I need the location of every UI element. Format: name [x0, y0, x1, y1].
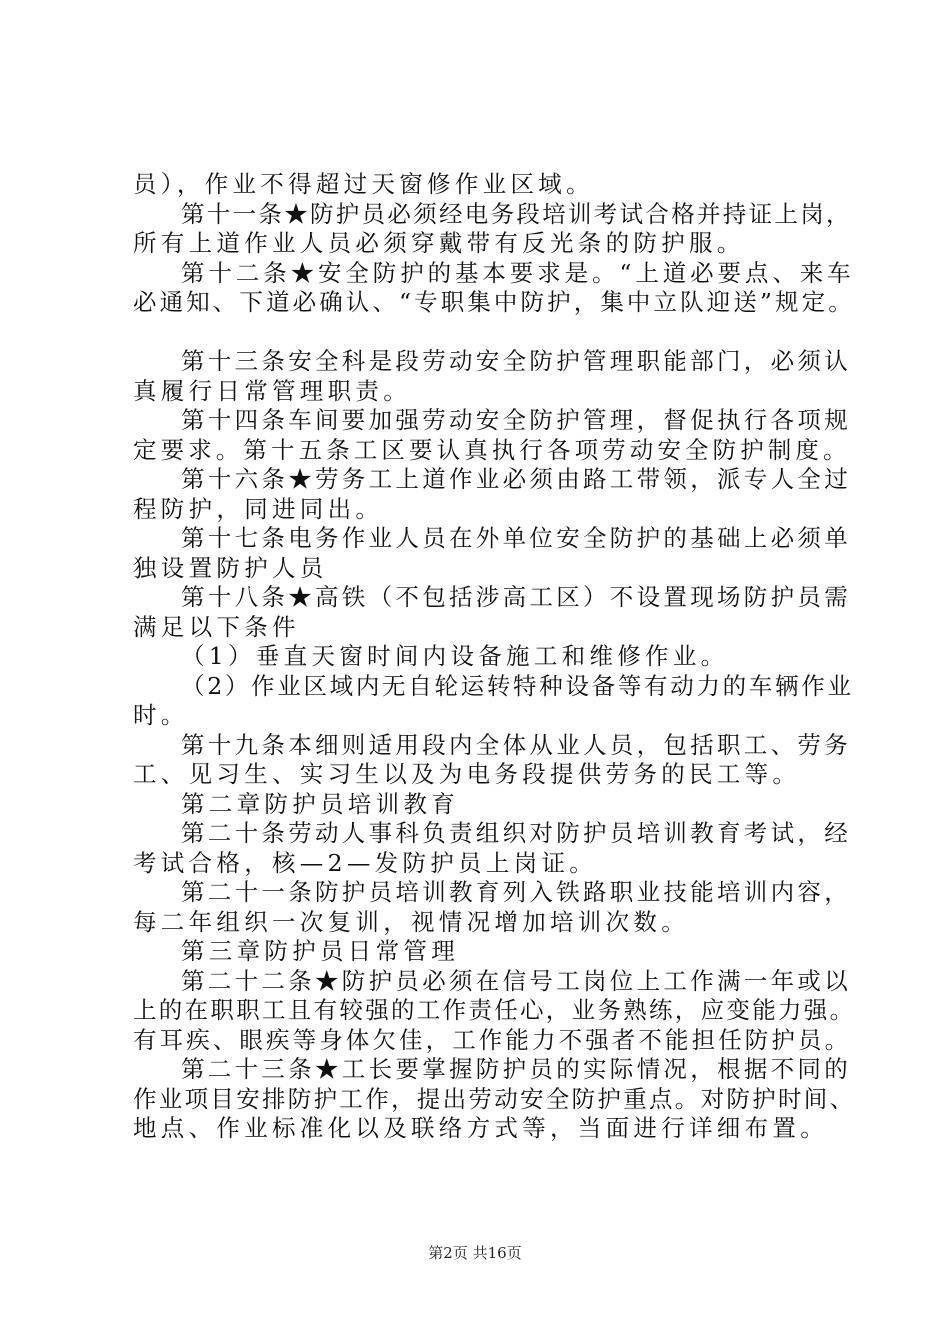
- text-line: 地点、作业标准化以及联络方式等，当面进行详细布置。: [133, 1114, 828, 1142]
- text-line: 第十九条本细则适用段内全体从业人员，包括职工、劳务: [181, 730, 851, 759]
- text-line: 第三章防护员日常管理: [181, 937, 459, 965]
- text-line: 员），作业不得超过天窗修作业区域。: [133, 170, 594, 198]
- text-line: 有耳疾、眼疾等身体欠佳，工作能力不强者不能担任防护员。: [133, 1025, 852, 1054]
- text-line: 第二章防护员培训教育: [181, 789, 459, 818]
- text-line: （1）垂直天窗时间内设备施工和维修作业。: [181, 642, 729, 670]
- text-line: 第十八条★高铁（不包括涉高工区）不设置现场防护员需: [181, 583, 851, 611]
- text-line: 第十七条电务作业人员在外单位安全防护的基础上必须单: [181, 524, 851, 552]
- text-line: 第十二条★安全防护的基本要求是。“上道必要点、来车: [181, 258, 855, 287]
- text-line: 第二十二条★防护员必须在信号工岗位上工作满一年或以: [181, 966, 851, 995]
- text-line: 第十六条★劳务工上道作业必须由路工带领，派专人全过: [181, 465, 851, 493]
- blank-line: [133, 318, 845, 348]
- text-line: 第十一条★防护员必须经电务段培训考试合格并持证上岗，: [181, 199, 852, 228]
- text-line: 工、见习生、实习生以及为电务段提供劳务的民工等。: [133, 760, 801, 788]
- text-line: 第二十三条★工长要掌握防护员的实际情况，根据不同的: [181, 1055, 851, 1083]
- text-line: 作业项目安排防护工作，提出劳动安全防护重点。对防护时间、: [133, 1084, 856, 1113]
- text-line: 必通知、下道必确认、“专职集中防护，集中立队迎送”规定。: [133, 288, 855, 316]
- text-line: 时。: [133, 701, 189, 729]
- text-line: 所有上道作业人员必须穿戴带有反光条的防护服。: [133, 229, 745, 257]
- text-line: 程防护，同进同出。: [133, 494, 384, 523]
- text-line: 上的在职职工且有较强的工作责任心，业务熟练，应变能力强。: [133, 996, 856, 1024]
- text-line: （2）作业区域内无自轮运转特种设备等有动力的车辆作业: [181, 671, 854, 700]
- text-line: 第二十一条防护员培训教育列入铁路职业技能培训内容，: [181, 878, 851, 906]
- text-line: 真履行日常管理职责。: [133, 376, 411, 405]
- document-body: [133, 170, 856, 1144]
- text-line: 满足以下条件: [133, 612, 300, 641]
- text-line: 每二年组织一次复训，视情况增加培训次数。: [133, 907, 689, 936]
- text-line: 第十三条安全科是段劳动安全防护管理职能部门，必须认: [181, 347, 851, 375]
- page-footer: 第2页 共16页: [428, 1244, 522, 1262]
- text-line: 定要求。第十五条工区要认真执行各项劳动安全防护制度。: [133, 435, 851, 464]
- text-line: 考试合格，核—2—发防护员上岗证。: [133, 848, 598, 877]
- text-line: 独设置防护人员: [133, 553, 328, 582]
- text-line: 第二十条劳动人事科负责组织对防护员培训教育考试，经: [181, 819, 851, 847]
- text-line: 第十四条车间要加强劳动安全防护管理，督促执行各项规: [181, 406, 851, 434]
